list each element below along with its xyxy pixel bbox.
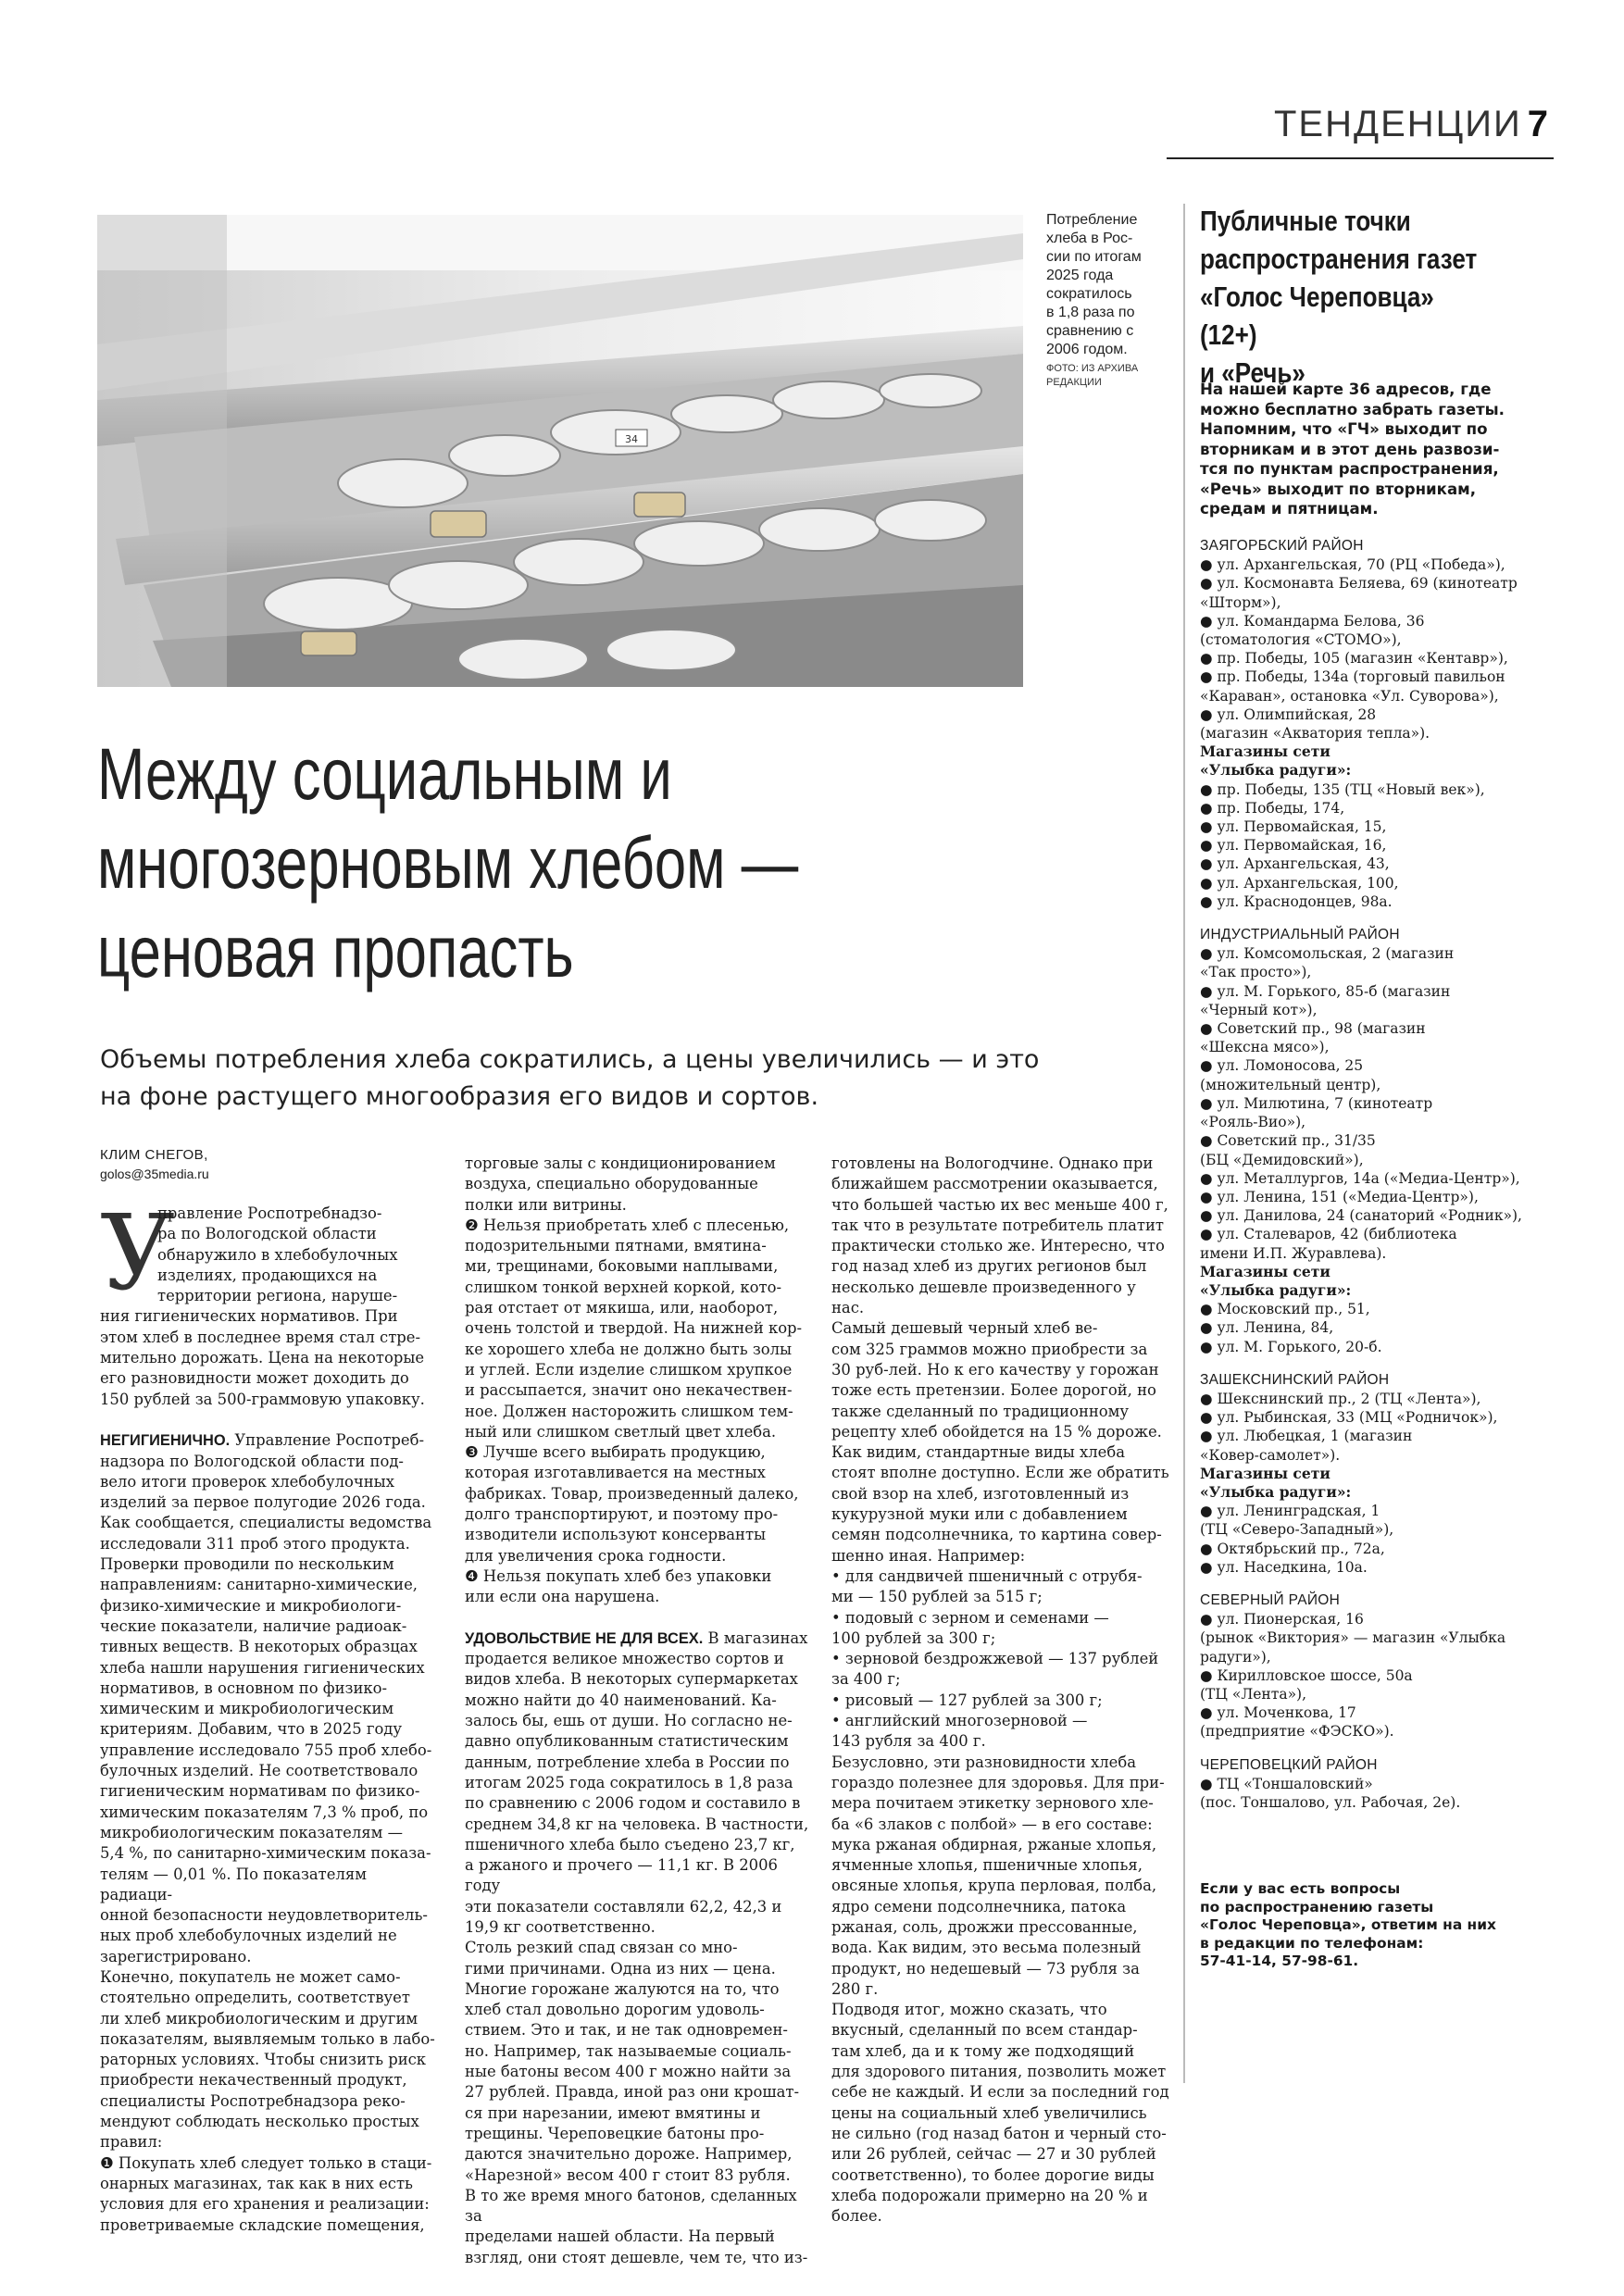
sidebar-intro: На нашей карте 36 адресов, где можно бесплатно забрать газеты. Напомним, что «ГЧ» выходит по вторникам и в этот день развози- тся по пунктам распространения, «Речь» выходит по вторникам, средам и пятницам. bbox=[1200, 381, 1505, 518]
address-item: ● Советский пр., 31/35 (БЦ «Демидовский»), bbox=[1200, 1132, 1376, 1168]
address-item: ● ул. Пионерская, 16 (рынок «Виктория» — магазин «Улыбка радуги»), bbox=[1200, 1611, 1506, 1666]
header-rule bbox=[1167, 157, 1554, 159]
sidebar-title: Публичные точки распространения газет «Голос Череповца» (12+) и «Речь» bbox=[1200, 205, 1478, 389]
address-item: ● ул. Ленина, 84, bbox=[1200, 1319, 1334, 1337]
author-email[interactable]: golos@35media.ru bbox=[100, 1167, 209, 1181]
address-item: ● ул. Металлургов, 14а («Медиа-Центр»), bbox=[1200, 1169, 1520, 1187]
address-item: ● Московский пр., 51, bbox=[1200, 1301, 1370, 1318]
address-item: ● ул. Архангельская, 100, bbox=[1200, 874, 1399, 892]
address-item: ● пр. Победы, 105 (магазин «Кентавр»), bbox=[1200, 650, 1508, 668]
address-item: ● ул. Моченкова, 17 (предприятие «ФЭСКО»). bbox=[1200, 1704, 1394, 1741]
byline bbox=[100, 1146, 209, 1183]
address-item: ● ул. Космонавта Беляева, 69 (кинотеатр «Шторм»), bbox=[1200, 575, 1518, 611]
article-column-1 bbox=[100, 1193, 441, 2236]
district-heading: СЕВЕРНЫЙ РАЙОН bbox=[1200, 1591, 1341, 1608]
address-item: ● ул. Ленина, 151 («Медиа-Центр»), bbox=[1200, 1188, 1479, 1205]
article-column-3: готовлены на Вологодчине. Однако при ближайшем рассмотрении оказывается, что большей частью их вес меньше 400 г, так что в результате потребитель платит практически столько же. Интересно, что год назад хлеб из других регионов был несколько дешевле произведенного у нас. Самый дешевый черный хлеб ве- сом 325 граммов можно приобрести за 30 руб-лей. Но к его качеству у горожан тоже есть претензии. Более дорогой, но также сделанный по традиционному рецепту хлеб обойдется на 15 % дороже. Как видим, стандартные виды хлеба стоят вполне доступно. Если же обратить свой взор на хлеб, изготовленный из кукурузной муки или с добавлением семян подсолнечника, то картина совер- шенно иная. Например: • для сандвичей пшеничный с отрубя- ми — 150 рублей за 515 г; • подовый с зерном и семенами — 100 рублей за 300 г; • зерновой бездрожжевой — 137 рублей за 400 г; • рисовый — 127 рублей за 300 г; • английский многозерновой — 143 рубля за 400 г. Безусловно, эти разновидности хлеба гораздо полезнее для здоровья. Для при- мера почитаем этикетку зернового хле- ба «6 злаков с полбой» — в его составе: мука ржаная обдирная, ржаные хлопья, ячменные хлопья, пшеничные хлопья, овсяные хлопья, крупа перловая, полба, ядро семени подсолнечника, патока ржаная, соль, дрожжи прессованные, вода. Как видим, это весьма полезный продукт, но недешевый — 73 рубля за 280 г. Подводя итог, можно сказать, что вкусный, сделанный по всем стандар- там хлеб, да и к тому же подходящий для здорового питания, позволить может себе не каждый. И если за последний год цены на социальный хлеб увеличились не сильно (год назад батон и черный сто- или 26 рублей, сейчас — 27 и 30 рублей соответственно), то более дорогие виды хлеба подорожали примерно на 20 % и более. bbox=[831, 1154, 1169, 2226]
section-header bbox=[1274, 104, 1550, 145]
address-item: ● ул. Первомайская, 16, bbox=[1200, 837, 1387, 855]
address-item: ● пр. Победы, 134а (торговый павильон «Караван», остановка «Ул. Суворова»), bbox=[1200, 668, 1505, 705]
photo-illustration bbox=[97, 215, 1023, 687]
address-item: ● Кирилловское шоссе, 50а (ТЦ «Лента»), bbox=[1200, 1666, 1413, 1703]
district-heading: ЗАЯГОРБСКИЙ РАЙОН bbox=[1200, 538, 1364, 554]
address-item: ● пр. Победы, 174, bbox=[1200, 799, 1345, 817]
col1-indented: правление Роспотребнадзо- ра по Вологодской области обнаружило в хлебобулочных изделиях, продающихся на территории региона, наруше- bbox=[157, 1204, 398, 1305]
photo-credit: ФОТО: ИЗ АРХИВА РЕДАКЦИИ bbox=[1046, 363, 1139, 388]
sidebar-footer: Если у вас есть вопросы по распространению газеты «Голос Череповца», ответим на них в редакции по телефонам: 57-41-14, 57-98-61. bbox=[1200, 1880, 1496, 1970]
address-item: ● ТЦ «Тоншаловский» (пос. Тоншалово, ул. Рабочая, 2е). bbox=[1200, 1775, 1461, 1811]
article-column-2 bbox=[465, 1154, 813, 2268]
article-headline: Между социальным и многозерновым хлебом — ценовая пропасть bbox=[97, 732, 799, 992]
address-item: ● ул. Сталеваров, 42 (библиотека имени И.П. Журавлева). bbox=[1200, 1226, 1457, 1262]
section-name: ТЕНДЕНЦИИ bbox=[1274, 104, 1522, 144]
address-item: ● Октябрьский пр., 72а, bbox=[1200, 1540, 1385, 1557]
col2-part-b: В магазинах продается великое множество сортов и видов хлеба. В некоторых супермаркетах можно найти до 40 наименований. Ка- залось бы, ешь от души. Но согласно не- давно опубликованным статистическим данным, потребление хлеба в России по итогам 2025 года сократилось в 1,8 раза по сравнению с 2006 годом и составило в среднем 34,8 кг на человека. В частности, пшеничного хлеба было съедено 23,7 кг, а ржаного и прочего — 11,1 кг. В 2006 году эти показатели составляли 62,2, 42,3 и 19,9 кг соответственно. Столь резкий спад связан со мно- гими причинами. Одна из них — цена. Многие горожане жалуются на то, что хлеб стал довольно дорогим удоволь- ствием. Это и так, и не так одновремен- но. Например, так называемые социаль- ные батоны весом 400 г можно найти за 27 рублей. Правда, иной раз они крошат- ся при нарезании, имеют вмятины и трещины. Череповецкие батоны про- даются значительно дороже. Например, «Нарезной» весом 400 г стоит 83 рубля. В то же время много батонов, сделанных за пределами нашей области. На первый взгляд, они стоят дешевле, чем те, что из- bbox=[465, 1628, 809, 2266]
store-network-label: Магазины сети «Улыбка радуги»: bbox=[1200, 1464, 1352, 1501]
address-item: ● ул. М. Горького, 85-б (магазин «Черный кот»), bbox=[1200, 982, 1451, 1018]
district-heading: ИНДУСТРИАЛЬНЫЙ РАЙОН bbox=[1200, 927, 1400, 943]
address-item: ● ул. Данилова, 24 (санаторий «Родник»), bbox=[1200, 1207, 1522, 1225]
col1-intro: ния гигиенических нормативов. При этом хлеб в последнее время стал стре- мительно дорожать. Цена на некоторые его разновидности может доходить до 150 рублей за 500-граммовую упаковку. bbox=[100, 1307, 425, 1408]
drop-cap: У bbox=[100, 1193, 175, 1314]
distribution-points-list bbox=[1200, 537, 1552, 1812]
address-item: ● ул. Милютина, 7 (кинотеатр «Рояль-Вио»), bbox=[1200, 1094, 1433, 1131]
bread-shelves-photo bbox=[97, 215, 1023, 687]
store-network-label: Магазины сети «Улыбка радуги»: bbox=[1200, 1262, 1352, 1299]
district-heading: ЗАШЕКСНИНСКИЙ РАЙОН bbox=[1200, 1371, 1390, 1388]
address-item: ● ул. Любецкая, 1 (магазин «Ковер-самолет»). bbox=[1200, 1428, 1413, 1464]
col2-part-a: торговые залы с кондиционированием воздуха, специально оборудованные полки или витрины. ❷ Нельзя приобретать хлеб с плесенью, подозрительными пятнами, вмятина- ми, трещинами, боковыми наплывами, слишком тонкой верхней коркой, кото- рая отстает от мякиша, или, наоборот, очень толстой и твердой. На нижней кор- ке хорошего хлеба не должно быть золы и углей. Если изделие слишком хрупкое и рассыпается, значит оно некачествен- ное. Должен насторожить слишком тем- ный или слишком светлый цвет хлеба. ❸ Лучше всего выбирать продукцию, которая изготавливается на местных фабриках. Товар, произведенный далеко, долго транспортируют, и поэтому про- изводители используют консерванты для увеличения срока годности. ❹ Нельзя покупать хлеб без упаковки или если она нарушена. bbox=[465, 1154, 803, 1606]
address-item: ● ул. Рыбинская, 33 (МЦ «Родничок»), bbox=[1200, 1409, 1498, 1427]
article-lead: Объемы потребления хлеба сократились, а цены увеличились — и это на фоне растущего многообразия его видов и сортов. bbox=[100, 1045, 1040, 1111]
page-number: 7 bbox=[1527, 104, 1550, 144]
caption-text: Потребление хлеба в Рос- сии по итогам 2025 года сократилось в 1,8 раза по сравнению с 2006 годом. bbox=[1046, 212, 1142, 357]
address-item: ● ул. Архангельская, 70 (РЦ «Победа»), bbox=[1200, 556, 1505, 574]
author-name: КЛИМ СНЕГОВ, bbox=[100, 1147, 208, 1163]
subhead-unhygienic: НЕГИГИЕНИЧНО. bbox=[100, 1432, 231, 1450]
address-item: ● ул. Архангельская, 43, bbox=[1200, 855, 1390, 873]
address-item: ● ул. Командарма Белова, 36 (стоматология «СТОМО»), bbox=[1200, 612, 1425, 649]
price-tag: 34 bbox=[625, 433, 638, 445]
subhead-pleasure: УДОВОЛЬСТВИЕ НЕ ДЛЯ ВСЕХ. bbox=[465, 1629, 704, 1647]
address-item: ● ул. Краснодонцев, 98а. bbox=[1200, 892, 1393, 910]
address-item: ● ул. Ломоносова, 25 (множительный центр), bbox=[1200, 1057, 1381, 1093]
address-item: ● Советский пр., 98 (магазин «Шексна мясо»), bbox=[1200, 1020, 1426, 1056]
address-item: ● Шекснинский пр., 2 (ТЦ «Лента»), bbox=[1200, 1390, 1481, 1407]
store-network-label: Магазины сети «Улыбка радуги»: bbox=[1200, 742, 1352, 780]
address-item: ● ул. Первомайская, 15, bbox=[1200, 818, 1387, 836]
sidebar-divider bbox=[1183, 204, 1185, 2083]
address-item: ● ул. М. Горького, 20-б. bbox=[1200, 1338, 1382, 1355]
address-item: ● ул. Ленинградская, 1 (ТЦ «Северо-Западный»), bbox=[1200, 1503, 1394, 1539]
district-heading: ЧЕРЕПОВЕЦКИЙ РАЙОН bbox=[1200, 1756, 1378, 1773]
address-item: ● ул. Наседкина, 10а. bbox=[1200, 1558, 1368, 1576]
address-item: ● ул. Олимпийская, 28 (магазин «Акватория тепла»). bbox=[1200, 705, 1430, 742]
address-item: ● пр. Победы, 135 (ТЦ «Новый век»), bbox=[1200, 780, 1485, 798]
col1-body: Управление Роспотреб- надзора по Вологодской области под- вело итоги проверок хлебобулочных изделий за первое полугодие 2026 года. Как сообщается, специалисты ведомства исследовали 311 проб этого продукта. Проверки проводили по нескольким направлениям: санитарно-химические, физико-химические и микробиологи- ческие показатели, наличие радиоак- тивных веществ. В некоторых образцах хлеба нашли нарушения гигиенических нормативов, в основном по физико- химическим и микробиологическим критериям. Добавим, что в 2025 году управление исследовало 755 проб хлебо- булочных изделий. Не соответствовало гигиеническим нормативам по физико- химическим показателям 7,3 % проб, по микробиологическим показателям — 5,4 %, по санитарно-химическим показа- телям — 0,01 %. По показателям радиаци- онной безопасности неудовлетворитель- ных проб хлебобулочных изделий не зарегистрировано. Конечно, покупатель не может само- стоятельно определить, соответствует ли хлеб микробиологическим и другим показателям, выявляемым только в лабо- раторных условиях. Чтобы снизить риск приобрести некачественный продукт, специалисты Роспотребнадзора реко- мендуют соблюдать несколько простых правил: ❶ Покупать хлеб следует только в стаци- онарных магазинах, так как в них есть условия для его хранения и реализации: проветриваемые складские помещения, bbox=[100, 1431, 435, 2234]
address-item: ● ул. Комсомольская, 2 (магазин «Так просто»), bbox=[1200, 945, 1455, 981]
photo-caption bbox=[1046, 211, 1156, 390]
